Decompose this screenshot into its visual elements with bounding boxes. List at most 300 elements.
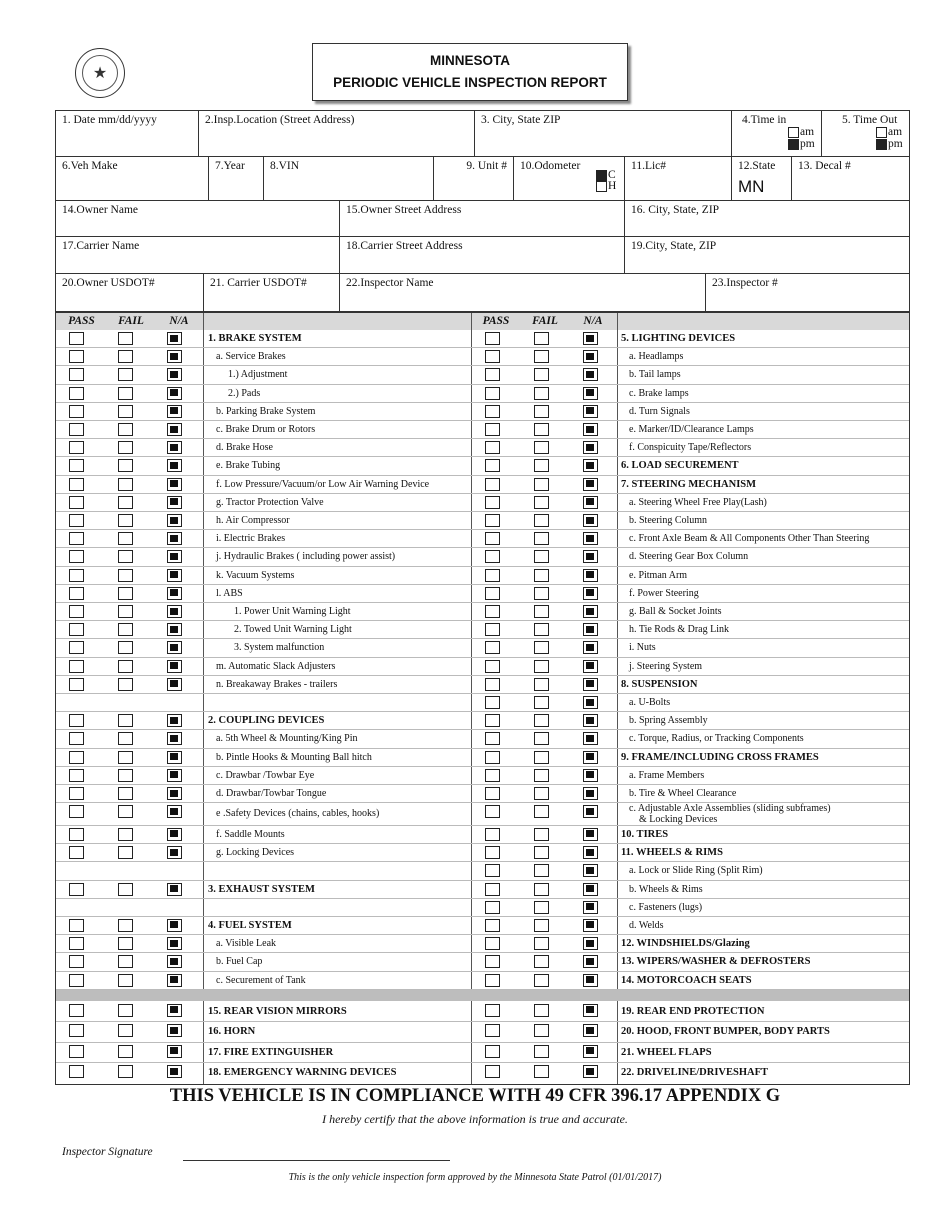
- left-item-fail-checkbox[interactable]: [118, 883, 133, 896]
- left-item-label: 2. Towed Unit Warning Light: [234, 624, 352, 636]
- left-item-na-checkbox[interactable]: [167, 623, 182, 636]
- right-item-pass-checkbox[interactable]: [485, 368, 500, 381]
- right-item-na-checkbox[interactable]: [583, 751, 598, 764]
- left-item-na-checkbox[interactable]: [167, 937, 182, 950]
- left-item-fail-checkbox[interactable]: [118, 769, 133, 782]
- right-item-fail-checkbox[interactable]: [534, 605, 549, 618]
- left-item-na-checkbox[interactable]: [167, 828, 182, 841]
- time-in-field[interactable]: 4.Time in am pm: [731, 111, 821, 156]
- right-bottom-item-na-checkbox[interactable]: [583, 1065, 598, 1078]
- left-bottom-item-na-checkbox[interactable]: [167, 1065, 182, 1078]
- left-item-pass-checkbox[interactable]: [69, 605, 84, 618]
- right-item-na-checkbox[interactable]: [583, 623, 598, 636]
- right-item-na-checkbox[interactable]: [583, 368, 598, 381]
- left-bottom-item-pass-checkbox[interactable]: [69, 1004, 84, 1017]
- left-item-fail-checkbox[interactable]: [118, 714, 133, 727]
- left-item-pass-checkbox[interactable]: [69, 846, 84, 859]
- left-bottom-item-pass-checkbox[interactable]: [69, 1024, 84, 1037]
- left-item-fail-checkbox[interactable]: [118, 478, 133, 491]
- right-item-fail-checkbox[interactable]: [534, 974, 549, 987]
- right-item-pass-checkbox[interactable]: [485, 587, 500, 600]
- right-item-label-continued: & Locking Devices: [639, 814, 718, 826]
- left-item-na-checkbox[interactable]: [167, 532, 182, 545]
- left-item-fail-checkbox[interactable]: [118, 441, 133, 454]
- inspection-grid: [55, 312, 910, 1085]
- carrier-usdot-field[interactable]: 21. Carrier USDOT#: [203, 274, 339, 314]
- right-item-pass-checkbox[interactable]: [485, 623, 500, 636]
- left-item-pass-checkbox[interactable]: [69, 919, 84, 932]
- right-item-pass-checkbox[interactable]: [485, 805, 500, 818]
- left-item-label: d. Drawbar/Towbar Tongue: [216, 788, 327, 799]
- odometer-c-checkbox[interactable]: [596, 170, 607, 181]
- left-item-na-checkbox[interactable]: [167, 660, 182, 673]
- right-item-pass-checkbox[interactable]: [485, 974, 500, 987]
- left-item-fail-checkbox[interactable]: [118, 569, 133, 582]
- right-item-na-checkbox[interactable]: [583, 732, 598, 745]
- right-item-fail-checkbox[interactable]: [534, 696, 549, 709]
- right-checklist-row: [471, 767, 909, 785]
- left-item-na-checkbox[interactable]: [167, 787, 182, 800]
- right-bottom-item-pass-checkbox[interactable]: [485, 1065, 500, 1078]
- right-checklist-row: [471, 512, 909, 530]
- right-item-na-checkbox[interactable]: [583, 496, 598, 509]
- right-item-pass-checkbox[interactable]: [485, 405, 500, 418]
- left-item-fail-checkbox[interactable]: [118, 605, 133, 618]
- left-item-fail-checkbox[interactable]: [118, 805, 133, 818]
- right-item-na-checkbox[interactable]: [583, 937, 598, 950]
- left-item-pass-checkbox[interactable]: [69, 828, 84, 841]
- left-item-pass-checkbox[interactable]: [69, 732, 84, 745]
- right-item-na-checkbox[interactable]: [583, 332, 598, 345]
- right-item-pass-checkbox[interactable]: [485, 732, 500, 745]
- left-item-pass-checkbox[interactable]: [69, 478, 84, 491]
- left-item-fail-checkbox[interactable]: [118, 332, 133, 345]
- right-item-na-checkbox[interactable]: [583, 864, 598, 877]
- left-item-pass-checkbox[interactable]: [69, 550, 84, 563]
- time-in-am-checkbox[interactable]: [788, 127, 799, 138]
- right-item-label: 10. TIRES: [621, 828, 669, 840]
- left-item-na-checkbox[interactable]: [167, 550, 182, 563]
- owner-usdot-field[interactable]: 20.Owner USDOT#: [62, 277, 155, 289]
- left-bottom-item-fail-checkbox[interactable]: [118, 1004, 133, 1017]
- left-bottom-item-pass-checkbox[interactable]: [69, 1045, 84, 1058]
- left-item-pass-checkbox[interactable]: [69, 569, 84, 582]
- section-separator: [56, 990, 909, 1001]
- right-item-fail-checkbox[interactable]: [534, 751, 549, 764]
- right-bottom-item-fail-checkbox[interactable]: [534, 1045, 549, 1058]
- left-item-label: k. Vacuum Systems: [216, 569, 295, 581]
- right-item-na-checkbox[interactable]: [583, 714, 598, 727]
- decal-field[interactable]: 13. Decal #: [791, 157, 911, 201]
- right-item-fail-checkbox[interactable]: [534, 901, 549, 914]
- left-item-pass-checkbox[interactable]: [69, 332, 84, 345]
- right-item-fail-checkbox[interactable]: [534, 678, 549, 691]
- right-item-pass-checkbox[interactable]: [485, 550, 500, 563]
- left-item-pass-checkbox[interactable]: [69, 937, 84, 950]
- right-item-na-checkbox[interactable]: [583, 805, 598, 818]
- left-item-label: b. Fuel Cap: [216, 956, 263, 968]
- right-bottom-item-na-checkbox[interactable]: [583, 1045, 598, 1058]
- right-item-fail-checkbox[interactable]: [534, 919, 549, 932]
- inspector-name-field[interactable]: 22.Inspector Name: [339, 274, 705, 314]
- left-item-fail-checkbox[interactable]: [118, 587, 133, 600]
- left-item-fail-checkbox[interactable]: [118, 919, 133, 932]
- right-item-pass-checkbox[interactable]: [485, 937, 500, 950]
- left-checklist-row: [56, 844, 471, 862]
- left-item-na-checkbox[interactable]: [167, 350, 182, 363]
- left-item-pass-checkbox[interactable]: [69, 350, 84, 363]
- right-item-na-checkbox[interactable]: [583, 587, 598, 600]
- left-item-label: m. Automatic Slack Adjusters: [216, 660, 336, 672]
- left-item-na-checkbox[interactable]: [167, 496, 182, 509]
- right-item-fail-checkbox[interactable]: [534, 714, 549, 727]
- left-item-fail-checkbox[interactable]: [118, 423, 133, 436]
- left-item-na-checkbox[interactable]: [167, 514, 182, 527]
- right-item-fail-checkbox[interactable]: [534, 532, 549, 545]
- right-bottom-item-label: 19. REAR END PROTECTION: [621, 1005, 765, 1017]
- left-item-na-checkbox[interactable]: [167, 387, 182, 400]
- left-item-na-checkbox[interactable]: [167, 974, 182, 987]
- left-item-pass-checkbox[interactable]: [69, 805, 84, 818]
- left-item-fail-checkbox[interactable]: [118, 678, 133, 691]
- right-item-fail-checkbox[interactable]: [534, 587, 549, 600]
- owner-name-field[interactable]: 14.Owner Name: [62, 204, 139, 216]
- header-row-2: [56, 156, 909, 201]
- odometer-h-checkbox[interactable]: [596, 181, 607, 192]
- left-item-pass-checkbox[interactable]: [69, 423, 84, 436]
- right-item-pass-checkbox[interactable]: [485, 641, 500, 654]
- right-item-na-checkbox[interactable]: [583, 678, 598, 691]
- right-item-na-checkbox[interactable]: [583, 696, 598, 709]
- left-bottom-item-na-checkbox[interactable]: [167, 1004, 182, 1017]
- right-item-pass-checkbox[interactable]: [485, 769, 500, 782]
- right-item-pass-checkbox[interactable]: [485, 846, 500, 859]
- right-item-fail-checkbox[interactable]: [534, 787, 549, 800]
- vin-field[interactable]: 8.VIN: [263, 157, 433, 201]
- left-item-fail-checkbox[interactable]: [118, 350, 133, 363]
- left-item-fail-checkbox[interactable]: [118, 660, 133, 673]
- right-item-pass-checkbox[interactable]: [485, 496, 500, 509]
- right-item-na-checkbox[interactable]: [583, 883, 598, 896]
- right-item-pass-checkbox[interactable]: [485, 514, 500, 527]
- left-item-pass-checkbox[interactable]: [69, 496, 84, 509]
- time-in-pm-checkbox[interactable]: [788, 139, 799, 150]
- carrier-street-field[interactable]: 18.Carrier Street Address: [339, 237, 624, 274]
- right-item-na-checkbox[interactable]: [583, 405, 598, 418]
- owner-city-field[interactable]: 16. City, State, ZIP: [624, 201, 911, 237]
- right-item-na-checkbox[interactable]: [583, 828, 598, 841]
- right-item-na-checkbox[interactable]: [583, 974, 598, 987]
- owner-street-field[interactable]: 15.Owner Street Address: [339, 201, 624, 237]
- left-item-pass-checkbox[interactable]: [69, 974, 84, 987]
- right-bottom-item-na-checkbox[interactable]: [583, 1004, 598, 1017]
- right-item-na-checkbox[interactable]: [583, 532, 598, 545]
- left-item-pass-checkbox[interactable]: [69, 387, 84, 400]
- right-item-label: 12. WINDSHIELDS/Glazing: [621, 938, 750, 950]
- left-fail-header: FAIL: [107, 313, 155, 330]
- left-item-na-checkbox[interactable]: [167, 714, 182, 727]
- right-item-na-checkbox[interactable]: [583, 769, 598, 782]
- left-item-label: 2. COUPLING DEVICES: [208, 715, 325, 727]
- left-item-label: c. Securement of Tank: [216, 974, 306, 986]
- left-item-na-checkbox[interactable]: [167, 883, 182, 896]
- right-item-fail-checkbox[interactable]: [534, 423, 549, 436]
- time-out-field[interactable]: 5. Time Out am pm: [821, 111, 911, 156]
- right-item-na-checkbox[interactable]: [583, 514, 598, 527]
- left-item-pass-checkbox[interactable]: [69, 532, 84, 545]
- right-item-pass-checkbox[interactable]: [485, 678, 500, 691]
- carrier-name-field[interactable]: 17.Carrier Name: [62, 240, 140, 252]
- left-item-fail-checkbox[interactable]: [118, 732, 133, 745]
- right-checklist-row: [471, 603, 909, 621]
- right-item-pass-checkbox[interactable]: [485, 478, 500, 491]
- left-item-pass-checkbox[interactable]: [69, 459, 84, 472]
- left-item-na-checkbox[interactable]: [167, 332, 182, 345]
- left-bottom-item-na-checkbox[interactable]: [167, 1024, 182, 1037]
- right-item-na-checkbox[interactable]: [583, 660, 598, 673]
- right-item-label: f. Conspicuity Tape/Reflectors: [629, 442, 752, 454]
- right-item-fail-checkbox[interactable]: [534, 332, 549, 345]
- left-item-pass-checkbox[interactable]: [69, 751, 84, 764]
- time-out-am-checkbox[interactable]: [876, 127, 887, 138]
- right-item-fail-checkbox[interactable]: [534, 387, 549, 400]
- right-bottom-item-pass-checkbox[interactable]: [485, 1024, 500, 1037]
- left-item-fail-checkbox[interactable]: [118, 550, 133, 563]
- left-item-na-checkbox[interactable]: [167, 587, 182, 600]
- right-item-pass-checkbox[interactable]: [485, 532, 500, 545]
- left-item-na-checkbox[interactable]: [167, 846, 182, 859]
- left-item-fail-checkbox[interactable]: [118, 974, 133, 987]
- left-bottom-item-fail-checkbox[interactable]: [118, 1065, 133, 1078]
- date-field[interactable]: 1. Date mm/dd/yyyy: [62, 114, 157, 126]
- time-in-label: 4.Time in: [742, 114, 787, 126]
- right-checklist-row: [471, 953, 909, 971]
- left-item-fail-checkbox[interactable]: [118, 368, 133, 381]
- left-item-fail-checkbox[interactable]: [118, 514, 133, 527]
- left-item-pass-checkbox[interactable]: [69, 623, 84, 636]
- right-item-label: a. Headlamps: [629, 351, 684, 363]
- right-item-pass-checkbox[interactable]: [485, 955, 500, 968]
- right-item-pass-checkbox[interactable]: [485, 605, 500, 618]
- left-bottom-item-label: 15. REAR VISION MIRRORS: [208, 1005, 347, 1017]
- left-item-na-checkbox[interactable]: [167, 919, 182, 932]
- left-item-na-checkbox[interactable]: [167, 805, 182, 818]
- left-item-pass-checkbox[interactable]: [69, 405, 84, 418]
- right-item-fail-checkbox[interactable]: [534, 459, 549, 472]
- signature-line[interactable]: [183, 1160, 450, 1161]
- left-item-na-checkbox[interactable]: [167, 405, 182, 418]
- year-field[interactable]: 7.Year: [208, 157, 263, 201]
- right-item-fail-checkbox[interactable]: [534, 805, 549, 818]
- left-checklist-row: [56, 972, 471, 990]
- left-item-pass-checkbox[interactable]: [69, 678, 84, 691]
- right-item-fail-checkbox[interactable]: [534, 350, 549, 363]
- left-item-na-checkbox[interactable]: [167, 769, 182, 782]
- right-item-na-checkbox[interactable]: [583, 459, 598, 472]
- location-field[interactable]: 2.Insp.Location (Street Address): [198, 111, 474, 156]
- left-item-pass-checkbox[interactable]: [69, 660, 84, 673]
- right-item-fail-checkbox[interactable]: [534, 769, 549, 782]
- right-item-pass-checkbox[interactable]: [485, 787, 500, 800]
- right-checklist-row: [471, 330, 909, 348]
- right-bottom-item-fail-checkbox[interactable]: [534, 1065, 549, 1078]
- right-item-na-checkbox[interactable]: [583, 441, 598, 454]
- right-checklist-row: [471, 899, 909, 917]
- right-item-pass-checkbox[interactable]: [485, 332, 500, 345]
- odometer-field[interactable]: 10.Odometer C H: [513, 157, 624, 201]
- right-item-fail-checkbox[interactable]: [534, 864, 549, 877]
- left-item-na-checkbox[interactable]: [167, 732, 182, 745]
- left-item-pass-checkbox[interactable]: [69, 368, 84, 381]
- right-item-na-checkbox[interactable]: [583, 387, 598, 400]
- signature-label: Inspector Signature: [62, 1146, 153, 1158]
- right-item-na-checkbox[interactable]: [583, 350, 598, 363]
- left-item-na-checkbox[interactable]: [167, 605, 182, 618]
- left-item-na-checkbox[interactable]: [167, 751, 182, 764]
- right-item-pass-checkbox[interactable]: [485, 751, 500, 764]
- lic-field[interactable]: 11.Lic#: [624, 157, 731, 201]
- right-item-na-checkbox[interactable]: [583, 955, 598, 968]
- right-item-label: a. Lock or Slide Ring (Split Rim): [629, 865, 763, 877]
- left-item-na-checkbox[interactable]: [167, 678, 182, 691]
- left-item-pass-checkbox[interactable]: [69, 955, 84, 968]
- right-item-fail-checkbox[interactable]: [534, 732, 549, 745]
- right-item-fail-checkbox[interactable]: [534, 478, 549, 491]
- left-item-na-checkbox[interactable]: [167, 478, 182, 491]
- left-item-fail-checkbox[interactable]: [118, 937, 133, 950]
- right-item-fail-checkbox[interactable]: [534, 550, 549, 563]
- state-field[interactable]: 12.State MN: [731, 157, 791, 201]
- right-item-pass-checkbox[interactable]: [485, 423, 500, 436]
- right-item-na-checkbox[interactable]: [583, 550, 598, 563]
- right-item-fail-checkbox[interactable]: [534, 955, 549, 968]
- right-item-pass-checkbox[interactable]: [485, 883, 500, 896]
- veh-make-field[interactable]: 6.Veh Make: [62, 160, 118, 172]
- right-checklist-row: [471, 439, 909, 457]
- left-item-na-checkbox[interactable]: [167, 423, 182, 436]
- right-item-pass-checkbox[interactable]: [485, 828, 500, 841]
- left-item-na-checkbox[interactable]: [167, 368, 182, 381]
- left-item-pass-checkbox[interactable]: [69, 769, 84, 782]
- left-item-pass-checkbox[interactable]: [69, 514, 84, 527]
- right-item-fail-checkbox[interactable]: [534, 623, 549, 636]
- left-item-fail-checkbox[interactable]: [118, 955, 133, 968]
- right-item-fail-checkbox[interactable]: [534, 569, 549, 582]
- left-item-na-checkbox[interactable]: [167, 459, 182, 472]
- left-bottom-item-label: 17. FIRE EXTINGUISHER: [208, 1046, 334, 1058]
- right-item-na-checkbox[interactable]: [583, 569, 598, 582]
- right-item-pass-checkbox[interactable]: [485, 714, 500, 727]
- right-item-pass-checkbox[interactable]: [485, 459, 500, 472]
- left-item-na-checkbox[interactable]: [167, 641, 182, 654]
- right-item-fail-checkbox[interactable]: [534, 641, 549, 654]
- right-item-na-checkbox[interactable]: [583, 919, 598, 932]
- right-item-label: c. Adjustable Axle Assemblies (sliding subframes): [629, 803, 831, 815]
- right-item-fail-checkbox[interactable]: [534, 660, 549, 673]
- right-item-na-checkbox[interactable]: [583, 641, 598, 654]
- left-bottom-item-na-checkbox[interactable]: [167, 1045, 182, 1058]
- left-item-fail-checkbox[interactable]: [118, 751, 133, 764]
- right-item-fail-checkbox[interactable]: [534, 405, 549, 418]
- right-item-na-checkbox[interactable]: [583, 423, 598, 436]
- right-item-label: c. Brake lamps: [629, 387, 689, 399]
- left-item-fail-checkbox[interactable]: [118, 405, 133, 418]
- left-item-fail-checkbox[interactable]: [118, 623, 133, 636]
- right-item-pass-checkbox[interactable]: [485, 660, 500, 673]
- right-bottom-item-fail-checkbox[interactable]: [534, 1024, 549, 1037]
- right-item-fail-checkbox[interactable]: [534, 441, 549, 454]
- right-item-na-checkbox[interactable]: [583, 846, 598, 859]
- right-item-fail-checkbox[interactable]: [534, 828, 549, 841]
- right-item-na-checkbox[interactable]: [583, 901, 598, 914]
- left-item-na-checkbox[interactable]: [167, 569, 182, 582]
- header-row-5: [56, 273, 909, 314]
- carrier-city-field[interactable]: 19.City, State, ZIP: [624, 237, 911, 274]
- right-item-pass-checkbox[interactable]: [485, 919, 500, 932]
- left-item-na-checkbox[interactable]: [167, 955, 182, 968]
- right-item-na-checkbox[interactable]: [583, 605, 598, 618]
- left-item-pass-checkbox[interactable]: [69, 714, 84, 727]
- right-item-fail-checkbox[interactable]: [534, 883, 549, 896]
- right-item-fail-checkbox[interactable]: [534, 514, 549, 527]
- left-item-fail-checkbox[interactable]: [118, 459, 133, 472]
- right-item-fail-checkbox[interactable]: [534, 937, 549, 950]
- left-item-pass-checkbox[interactable]: [69, 641, 84, 654]
- right-item-fail-checkbox[interactable]: [534, 496, 549, 509]
- left-item-fail-checkbox[interactable]: [118, 641, 133, 654]
- right-bottom-item-pass-checkbox[interactable]: [485, 1004, 500, 1017]
- right-item-pass-checkbox[interactable]: [485, 864, 500, 877]
- right-item-na-checkbox[interactable]: [583, 787, 598, 800]
- right-bottom-item-label: 22. DRIVELINE/DRIVESHAFT: [621, 1067, 769, 1079]
- right-bottom-item-pass-checkbox[interactable]: [485, 1045, 500, 1058]
- left-item-na-checkbox[interactable]: [167, 441, 182, 454]
- right-checklist-row: [471, 803, 909, 826]
- left-item-pass-checkbox[interactable]: [69, 441, 84, 454]
- left-item-fail-checkbox[interactable]: [118, 387, 133, 400]
- right-item-fail-checkbox[interactable]: [534, 846, 549, 859]
- left-item-fail-checkbox[interactable]: [118, 846, 133, 859]
- left-item-pass-checkbox[interactable]: [69, 587, 84, 600]
- right-item-pass-checkbox[interactable]: [485, 441, 500, 454]
- left-item-fail-checkbox[interactable]: [118, 828, 133, 841]
- left-item-fail-checkbox[interactable]: [118, 787, 133, 800]
- right-bottom-item-na-checkbox[interactable]: [583, 1024, 598, 1037]
- left-item-pass-checkbox[interactable]: [69, 883, 84, 896]
- time-out-pm-checkbox[interactable]: [876, 139, 887, 150]
- left-bottom-item-fail-checkbox[interactable]: [118, 1045, 133, 1058]
- right-bottom-item-fail-checkbox[interactable]: [534, 1004, 549, 1017]
- right-item-na-checkbox[interactable]: [583, 478, 598, 491]
- right-item-pass-checkbox[interactable]: [485, 696, 500, 709]
- city-field[interactable]: 3. City, State ZIP: [474, 111, 731, 156]
- right-checklist-row: [471, 385, 909, 403]
- right-item-pass-checkbox[interactable]: [485, 901, 500, 914]
- left-item-fail-checkbox[interactable]: [118, 532, 133, 545]
- left-na-header: N/A: [155, 313, 203, 330]
- left-bottom-item-fail-checkbox[interactable]: [118, 1024, 133, 1037]
- inspector-number-field[interactable]: 23.Inspector #: [705, 274, 911, 314]
- left-item-fail-checkbox[interactable]: [118, 496, 133, 509]
- right-item-pass-checkbox[interactable]: [485, 350, 500, 363]
- unit-field[interactable]: 9. Unit #: [433, 157, 513, 201]
- left-item-pass-checkbox[interactable]: [69, 787, 84, 800]
- right-item-fail-checkbox[interactable]: [534, 368, 549, 381]
- right-item-pass-checkbox[interactable]: [485, 569, 500, 582]
- right-item-label: b. Steering Column: [629, 515, 708, 526]
- left-bottom-item-pass-checkbox[interactable]: [69, 1065, 84, 1078]
- right-item-pass-checkbox[interactable]: [485, 387, 500, 400]
